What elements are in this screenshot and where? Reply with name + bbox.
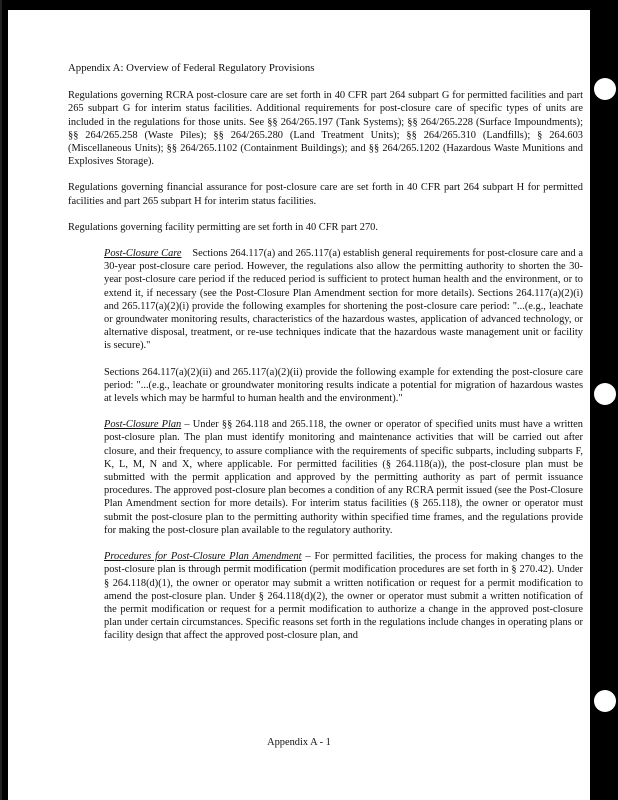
paragraph-financial-assurance: Regulations governing financial assurance for post-closure care are set forth in 40 CFR part 264 subpart H for permitted facilities and part 265 subpart H for interim status facilities. xyxy=(68,182,583,207)
document-page xyxy=(8,10,590,800)
section-post-closure-care xyxy=(104,247,583,353)
post-closure-plan-text: – Under §§ 264.118 and 265.118, the owner or operator of specified units must have a written post-closure plan. The plan must identify monitoring and maintenance activities that will be carried out after closure, and their frequency, to assure compliance with the requirements of specific subparts, including subparts F, K, L, M, N and X, where applicable. For permitted facilities (§ 264.118(a)), the post-closure plan must be submitted with the permit application and approved by the permitting authority as part of permit issuance procedures. The approved post-closure plan becomes a condition of any RCRA permit issued (see the Post-Closure Plan Amendment section for more details). For interim status facilities (§ 265.118), the owner or operator must submit the post-closure plan to the permitting authority within specified time frames, and the regulations provide for making the post-closure plan available to the regulatory authority. xyxy=(104,419,583,536)
section-post-closure-plan xyxy=(104,418,583,537)
binder-hole-bottom xyxy=(594,690,616,712)
post-closure-care-text: Sections 264.117(a) and 265.117(a) establish general requirements for post-closure care and a 30-year post-closure care period. However, the regulations also allow the permitting authority to shorten the 30-year post-closure care period if the reduced period is sufficient to protect human health and the environment, or to extend it, if necessary (see the Post-Closure Plan Amendment section for more details). Sections 264.117(a)(2)(i) and 265.117(a)(2)(i) provide the following examples for shortening the post-closure care period: "...(e.g., leachate or groundwater monitoring results, characteristics of the hazardous wastes, application of advanced technology, or alternative disposal, treatment, or re-use techniques indicate that the hazardous waste management unit or facility is secure)." xyxy=(104,248,583,352)
document-body xyxy=(68,62,583,656)
appendix-title: Appendix A: Overview of Federal Regulatory Provisions xyxy=(68,62,315,74)
paragraph-facility-permitting: Regulations governing facility permitting are set forth in 40 CFR part 270. xyxy=(68,221,378,233)
plan-amendment-text: – For permitted facilities, the process for making changes to the post-closure plan is through permit modification (permit modification procedures are set forth in § 270.42). Under § 264.118(d)(1), the owner or operator may submit a written notification or request for a permit modification to amend the post-closure plan. Under § 264.118(d)(2), the owner or operator must submit a written notification of the permit modification or request for a permit modification to authorize a change in the approved post-closure plan under certain circumstances. Specific reasons set forth in the regulations include changes in operating plans or facility design that affect the approved post-closure plan, and xyxy=(104,551,583,642)
section-plan-amendment xyxy=(104,550,583,642)
heading-plan-amendment: Procedures for Post-Closure Plan Amendment xyxy=(104,551,302,563)
post-closure-care-extend-text: Sections 264.117(a)(2)(ii) and 265.117(a)(2)(ii) provide the following example for extending the post-closure care period: "...(e.g., leachate or groundwater monitoring results indicate a potential for migration of hazardous wastes at levels which may be harmful to human health and the environment)." xyxy=(104,366,583,405)
page-footer: Appendix A - 1 xyxy=(267,737,331,748)
heading-post-closure-plan: Post-Closure Plan xyxy=(104,419,182,431)
binder-hole-top xyxy=(594,78,616,100)
binder-hole-middle xyxy=(594,383,616,405)
heading-post-closure-care: Post-Closure Care xyxy=(104,248,182,260)
scan-edge-left xyxy=(0,0,2,800)
paragraph-rcra-regulations: Regulations governing RCRA post-closure care are set forth in 40 CFR part 264 subpart G for permitted facilities and part 265 subpart G for interim status facilities. Additional requirements for post-closure care of specific types of units are included in the regulations for those units. See §§ 264/265.197 (Tank Systems); §§ 264/265.228 (Surface Impoundments); §§ 264/265.258 (Waste Piles); §§ 264/265.280 (Land Treatment Units); §§ 264/265.310 (Landfills); § 264.603 (Miscellaneous Units); §§ 264/265.1102 (Containment Buildings); and §§ 264/265.1202 (Hazardous Waste Munitions and Explosives Storage). xyxy=(68,90,583,168)
